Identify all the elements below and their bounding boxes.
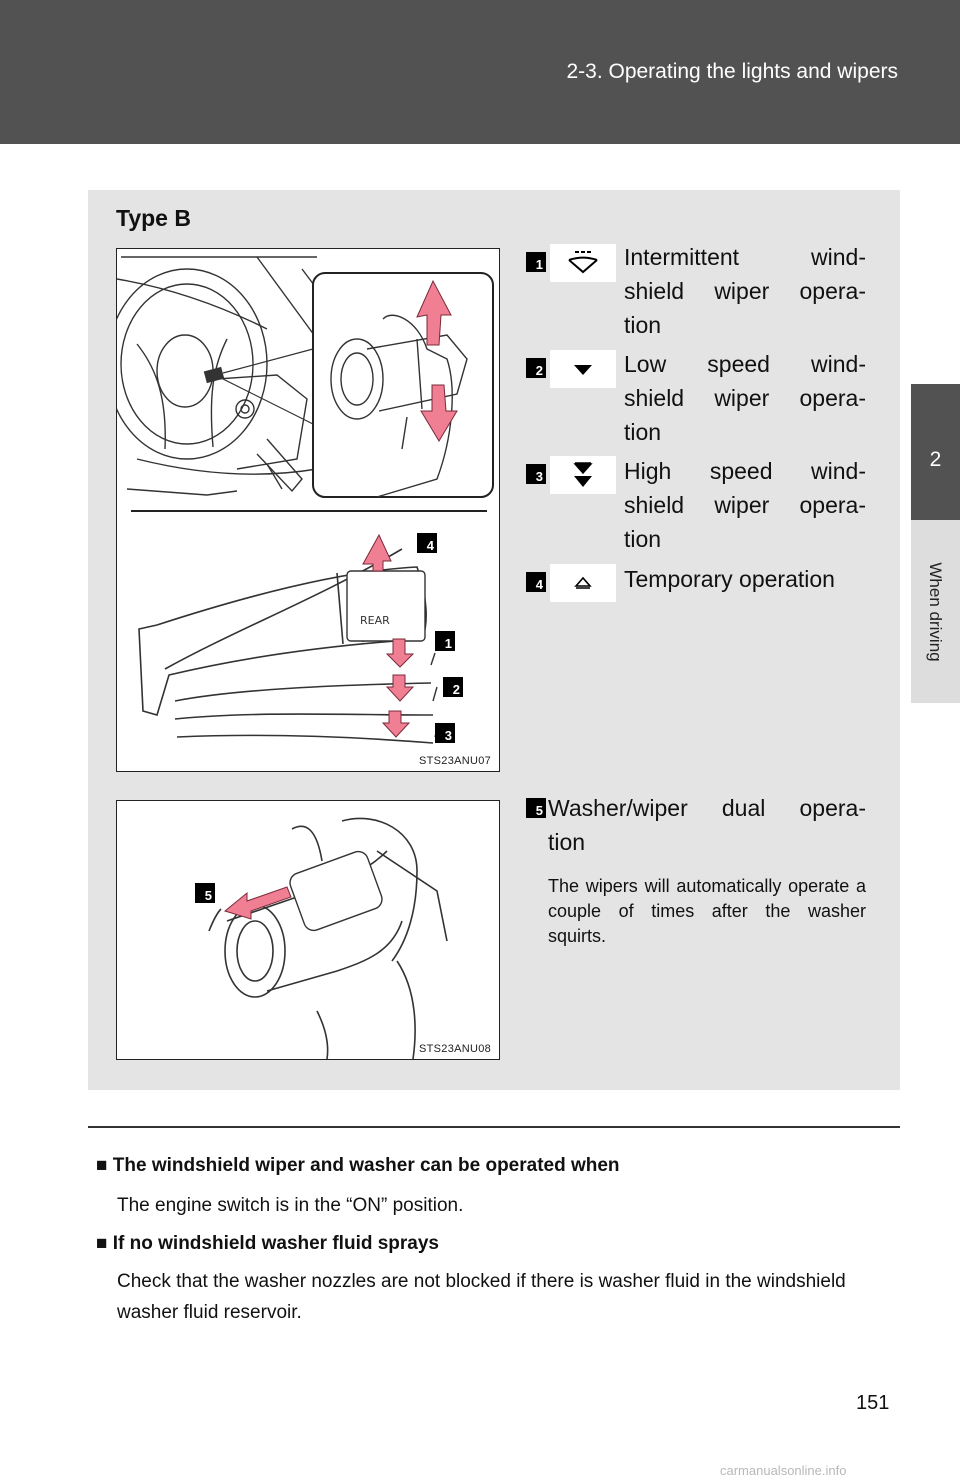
note-body: The engine switch is in the “ON” position.	[117, 1195, 464, 1216]
type-label: Type B	[116, 205, 191, 231]
watermark: carmanualsonline.info	[720, 1463, 847, 1478]
note-body: Check that the washer nozzles are not blocked if there is washer fluid in the windshield washer fluid reservoir.	[117, 1271, 846, 1323]
note-heading-text: The windshield wiper and washer can be operated when	[112, 1155, 620, 1176]
figure-code: STS23ANU08	[419, 1043, 492, 1055]
item-text-5: Washer/wiper dual opera- tion	[548, 795, 866, 855]
item-number-2: 2	[526, 358, 546, 378]
high-speed-wiper-icon	[568, 460, 598, 490]
item-text-2: Low speed wind- shield wiper opera- tion	[624, 351, 866, 445]
rear-label: REAR	[360, 614, 390, 627]
item-icon-box	[550, 564, 616, 602]
intermittent-wiper-icon	[566, 250, 600, 276]
figure-code: STS23ANU07	[419, 755, 492, 767]
wiper-lever-illustration	[117, 249, 499, 771]
wiper-lever-figure	[116, 248, 500, 772]
item-number-4: 4	[526, 572, 546, 592]
item-subtext-5: The wipers will automatically operate a couple of times after the washer squirts.	[548, 876, 866, 946]
item-icon-box	[550, 350, 616, 388]
item-icon-box	[550, 244, 616, 282]
side-tab-background	[911, 144, 960, 1484]
item-text-3: High speed wind- shield wiper opera- tion	[624, 458, 866, 552]
item-icon-box	[550, 456, 616, 494]
washer-lever-illustration	[117, 801, 499, 1059]
temporary-operation-icon	[568, 573, 598, 593]
item-number-5: 5	[526, 798, 546, 818]
low-speed-wiper-icon	[568, 359, 598, 379]
item-number-3: 3	[526, 464, 546, 484]
figure-badge-4: 4	[417, 533, 437, 553]
figure-badge-3: 3	[435, 723, 455, 743]
figure-badge-1: 1	[435, 631, 455, 651]
section-divider	[88, 1126, 900, 1128]
item-number-1: 1	[526, 252, 546, 272]
washer-lever-figure	[116, 800, 500, 1060]
chapter-number: 2	[929, 448, 942, 471]
chapter-label: When driving	[926, 562, 945, 662]
section-title: 2-3. Operating the lights and wipers	[566, 60, 898, 83]
note-heading-text: If no windshield washer fluid sprays	[112, 1233, 439, 1254]
note-heading: ■ The windshield wiper and washer can be operated when	[96, 1155, 620, 1176]
page-number: 151	[856, 1392, 890, 1414]
item-text-1: Intermittent wind- shield wiper opera- tion	[624, 244, 866, 338]
figure-badge-2: 2	[443, 677, 463, 697]
note-heading: ■ If no windshield washer fluid sprays	[96, 1233, 439, 1254]
item-text-4: Temporary operation	[624, 566, 835, 592]
figure-badge-5: 5	[195, 883, 215, 903]
